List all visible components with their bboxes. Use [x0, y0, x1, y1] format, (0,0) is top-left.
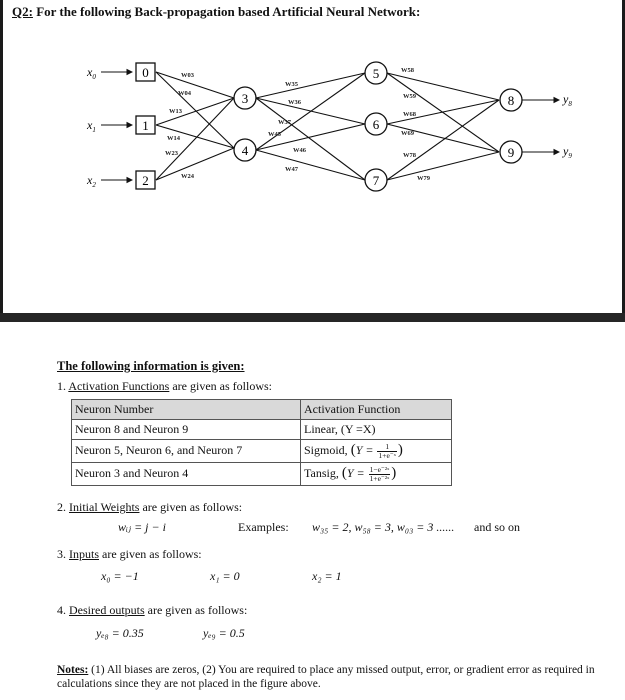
output-node-9-label: 9 [507, 145, 515, 160]
input-label-0: $x_0$ [87, 65, 96, 81]
weight-label-w14: W14 [167, 135, 180, 142]
info-title: The following information is given: [57, 359, 245, 373]
hidden1-node-4-label: 4 [241, 143, 249, 158]
examples-label: Examples: [238, 520, 289, 534]
item-2 [57, 500, 242, 515]
connections [101, 72, 559, 180]
cell-function: Linear, (Y =X) [301, 420, 452, 440]
edge-3-5 [256, 73, 365, 98]
desired-output-8: yₑ₈ = 0.35 [96, 626, 144, 640]
hidden2-node-5-label: 5 [372, 66, 380, 81]
table-row [72, 462, 452, 485]
output-node-8-label: 8 [507, 93, 515, 108]
weight-label-w59: W59 [403, 93, 416, 100]
section-divider [0, 313, 625, 322]
weight-label-w46: W46 [293, 147, 306, 154]
edge-0-3 [156, 72, 234, 98]
item-4-link: Desired outputs [69, 603, 145, 617]
item-3-text: are given as follows: [99, 547, 202, 561]
weight-label-w04: W04 [178, 90, 191, 97]
weight-label-w24: W24 [181, 173, 194, 180]
weight-examples: w₃₅ = 2, w₅₈ = 3, w₀₃ = 3 ...... [312, 520, 455, 534]
item-1-number: 1. [57, 379, 66, 393]
activation-functions-table [71, 399, 452, 486]
neural-network-diagram [3, 0, 625, 313]
hidden1-node-3-label: 3 [241, 91, 249, 106]
desired-output-9: yₑ₉ = 0.5 [203, 626, 245, 640]
hidden2-node-7-label: 7 [372, 173, 380, 188]
weight-label-w35: W35 [285, 81, 298, 88]
network-figure-panel [0, 0, 625, 313]
given-information-section [0, 322, 625, 700]
header-neuron: Neuron Number [72, 400, 301, 420]
weight-label-w23: W23 [165, 150, 178, 157]
item-3-link: Inputs [69, 547, 99, 561]
edge-4-7 [256, 150, 365, 180]
weight-label-w69: W69 [401, 130, 414, 137]
output-label-9: $y_9$ [563, 144, 572, 160]
input-node-0-label: 0 [142, 65, 149, 80]
input-label-2: $x_2$ [87, 173, 96, 189]
question-number: Q2: [12, 4, 33, 19]
notes [57, 663, 597, 691]
input-node-2-label: 2 [142, 173, 149, 188]
weight-label-w78: W78 [403, 152, 416, 159]
cell-neuron: Neuron 5, Neuron 6, and Neuron 7 [72, 440, 301, 463]
sigmoid-fraction: $\frac{1}{\text{1+e⁻ˣ}}$ [378, 441, 396, 460]
weight-label-w13: W13 [169, 108, 182, 115]
weight-formula: wᵢⱼ = j − i [118, 520, 166, 534]
table-row [72, 420, 452, 440]
input-label-1: $x_1$ [87, 118, 96, 134]
input-x2: x₂ = 1 [312, 569, 342, 583]
item-2-link: Initial Weights [69, 500, 140, 514]
item-4 [57, 603, 247, 618]
weight-label-w68: W68 [403, 111, 416, 118]
item-2-text: are given as follows: [139, 500, 243, 514]
table-row [72, 440, 452, 463]
weight-label-w58: W58 [401, 67, 414, 74]
item-4-text: are given as follows: [144, 603, 248, 617]
notes-label: Notes: [57, 664, 89, 676]
edge-1-3 [156, 98, 234, 125]
item-1 [57, 379, 272, 394]
item-2-number: 2. [57, 500, 66, 514]
input-x1: x₁ = 0 [210, 569, 240, 583]
cell-function: Tansig, (Y = $\frac{\text{1−e⁻²ˣ}}{\text{1+e⁻²ˣ}}$ ) [301, 462, 452, 485]
weight-label-w47: W47 [285, 166, 298, 173]
item-4-number: 4. [57, 603, 66, 617]
cell-neuron: Neuron 3 and Neuron 4 [72, 462, 301, 485]
item-3 [57, 547, 202, 562]
header-function: Activation Function [301, 400, 452, 420]
edge-6-9 [387, 124, 499, 152]
tansig-fraction: $\frac{\text{1−e⁻²ˣ}}{\text{1+e⁻²ˣ}}$ [369, 464, 390, 483]
weight-label-w03: W03 [181, 72, 194, 79]
examples-tail: and so on [474, 520, 520, 534]
input-x0: x₀ = −1 [101, 569, 139, 583]
weight-label-w37: W37 [278, 119, 291, 126]
notes-text: (1) All biases are zeros, (2) You are required to place any missed output, error, or gradient error as required in calculations since they are not placed in the figure above. [57, 664, 595, 690]
item-1-link: Activation Functions [68, 379, 170, 393]
weight-label-w45: W45 [268, 131, 281, 138]
item-1-text: are given as follows: [169, 379, 272, 393]
table-header-row [72, 400, 452, 420]
question-text: For the following Back-propagation based Artificial Neural Network: [36, 4, 421, 19]
hidden2-node-6-label: 6 [372, 117, 380, 132]
item-3-number: 3. [57, 547, 66, 561]
weight-label-w79: W79 [417, 175, 430, 182]
output-label-8: $y_8$ [563, 92, 572, 108]
input-node-1-label: 1 [142, 118, 149, 133]
cell-function: Sigmoid, (Y = $\frac{1}{\text{1+e⁻ˣ}}$ ) [301, 440, 452, 463]
weight-label-w36: W36 [288, 99, 301, 106]
cell-neuron: Neuron 8 and Neuron 9 [72, 420, 301, 440]
